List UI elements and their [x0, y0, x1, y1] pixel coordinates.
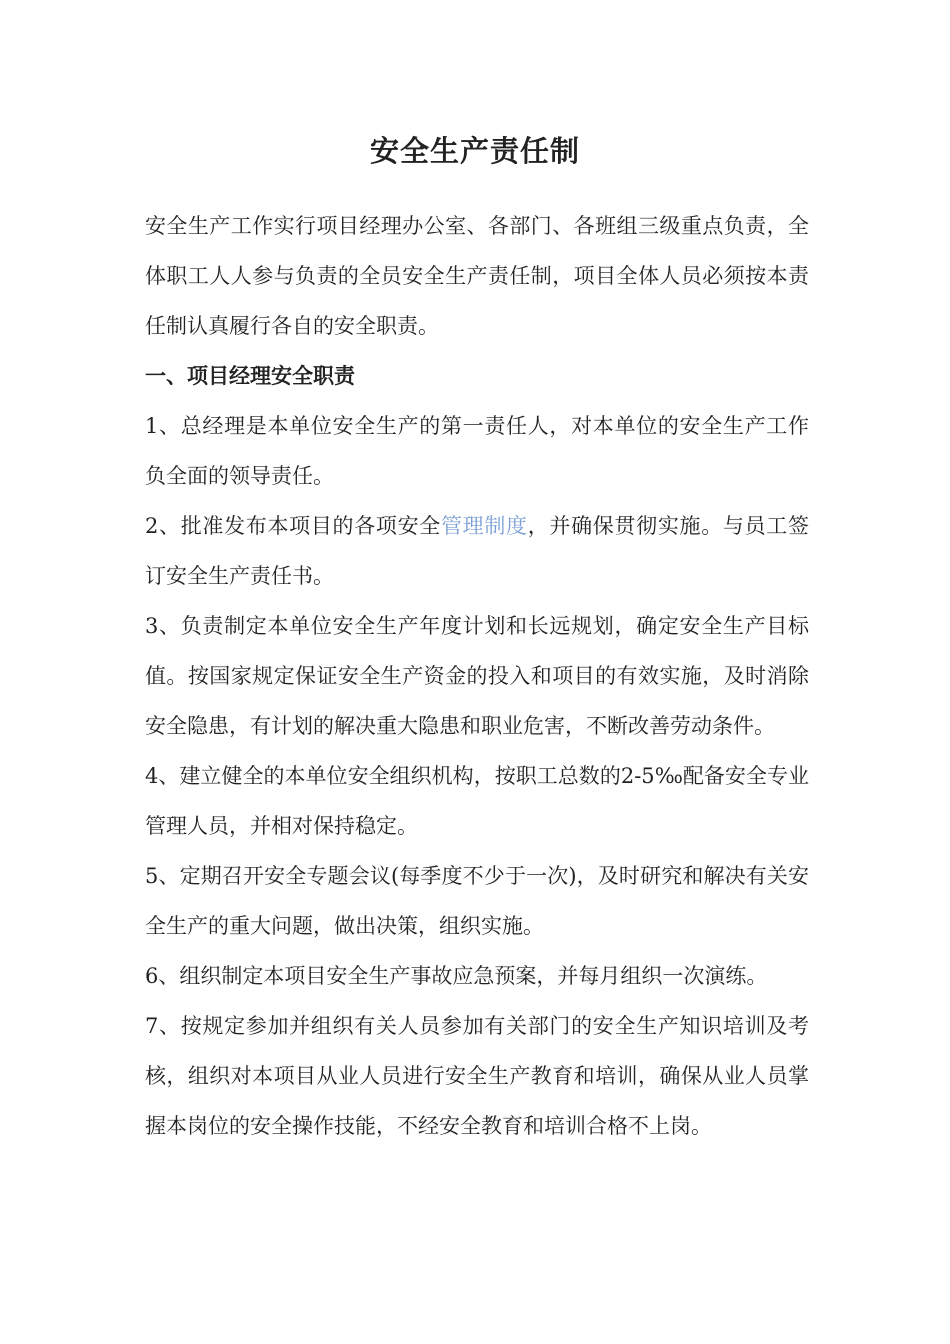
duty-item-1: 1、总经理是本单位安全生产的第一责任人，对本单位的安全生产工作负全面的领导责任。: [145, 414, 809, 488]
duty-item-7: 7、按规定参加并组织有关人员参加有关部门的安全生产知识培训及考核，组织对本项目从业人员进行安全生产教育和培训，确保从业人员掌握本岗位的安全操作技能，不经安全教育和培训合格不上岗。: [145, 1014, 809, 1138]
section-heading: 一、项目经理安全职责: [145, 363, 355, 388]
duty-item-3: 3、负责制定本单位安全生产年度计划和长远规划，确定安全生产目标值。按国家规定保证安全生产资金的投入和项目的有效实施，及时消除安全隐患，有计划的解决重大隐患和职业危害，不断改善劳动条件。: [145, 614, 809, 738]
document-title: 安全生产责任制: [369, 134, 580, 168]
duty-item-4: 4、建立健全的本单位安全组织机构，按职工总数的2-5‰配备安全专业管理人员，并相对保持稳定。: [145, 764, 809, 838]
duty-item-5: 5、定期召开安全专题会议(每季度不少于一次)，及时研究和解决有关安全生产的重大问题，做出决策，组织实施。: [145, 864, 809, 938]
duty-item-6: 6、组织制定本项目安全生产事故应急预案，并每月组织一次演练。: [145, 964, 768, 988]
management-system-link[interactable]: 管理制度: [441, 514, 528, 538]
duty-item-2-text-before: 2、批准发布本项目的各项安全: [145, 514, 441, 538]
document-body: [145, 201, 809, 1151]
duty-item-2-text-after: ，并确保贯彻实施。与员工签订安全生产责任书。: [145, 514, 809, 588]
intro-paragraph: 安全生产工作实行项目经理办公室、各部门、各班组三级重点负责，全体职工人人参与负责的全员安全生产责任制，项目全体人员必须按本责任制认真履行各自的安全职责。: [145, 214, 809, 338]
duty-item-2: [145, 501, 809, 601]
